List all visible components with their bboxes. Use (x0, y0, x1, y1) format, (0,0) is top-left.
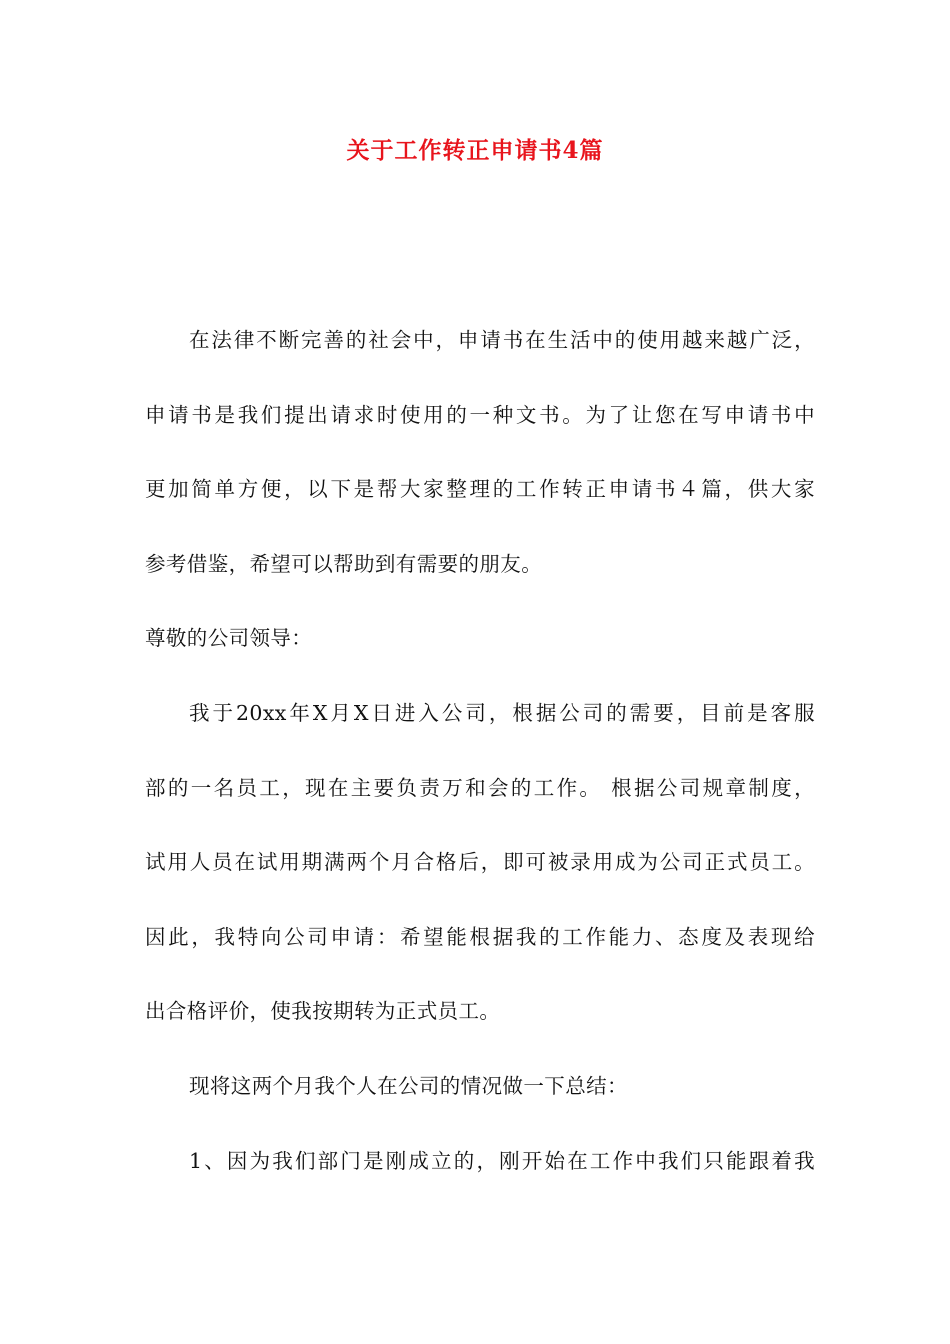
list-item-line: 1、因为我们部门是刚成立的，刚开始在工作中我们只能跟着我 (189, 1148, 815, 1173)
document-title: 关于工作转正申请书4篇 (346, 137, 604, 164)
paragraph-line: 出合格评价，使我按期转为正式员工。 (145, 999, 501, 1024)
document-body (145, 322, 815, 1217)
paragraph-line: 更加简单方便，以下是帮大家整理的工作转正申请书４篇，供大家 (145, 477, 815, 502)
paragraph-line: 申请书是我们提出请求时使用的一种文书。为了让您在写申请书中 (145, 402, 815, 427)
paragraph-line: 在法律不断完善的社会中，申请书在生活中的使用越来越广泛， (189, 328, 815, 352)
salutation-line: 尊敬的公司领导： (145, 626, 313, 651)
paragraph-line: 参考借鉴，希望可以帮助到有需要的朋友。 (145, 551, 543, 576)
paragraph-line: 试用人员在试用期满两个月合格后，即可被录用成为公司正式员工。 (145, 850, 815, 875)
paragraph-line: 因此，我特向公司申请：希望能根据我的工作能力、态度及表现给 (145, 924, 815, 949)
paragraph-line: 我于20xx年X月X日进入公司，根据公司的需要，目前是客服 (189, 700, 815, 725)
paragraph-line: 现将这两个月我个人在公司的情况做一下总结： (189, 1073, 628, 1098)
paragraph-line: 部的一名员工，现在主要负责万和会的工作。 根据公司规章制度， (145, 775, 815, 800)
